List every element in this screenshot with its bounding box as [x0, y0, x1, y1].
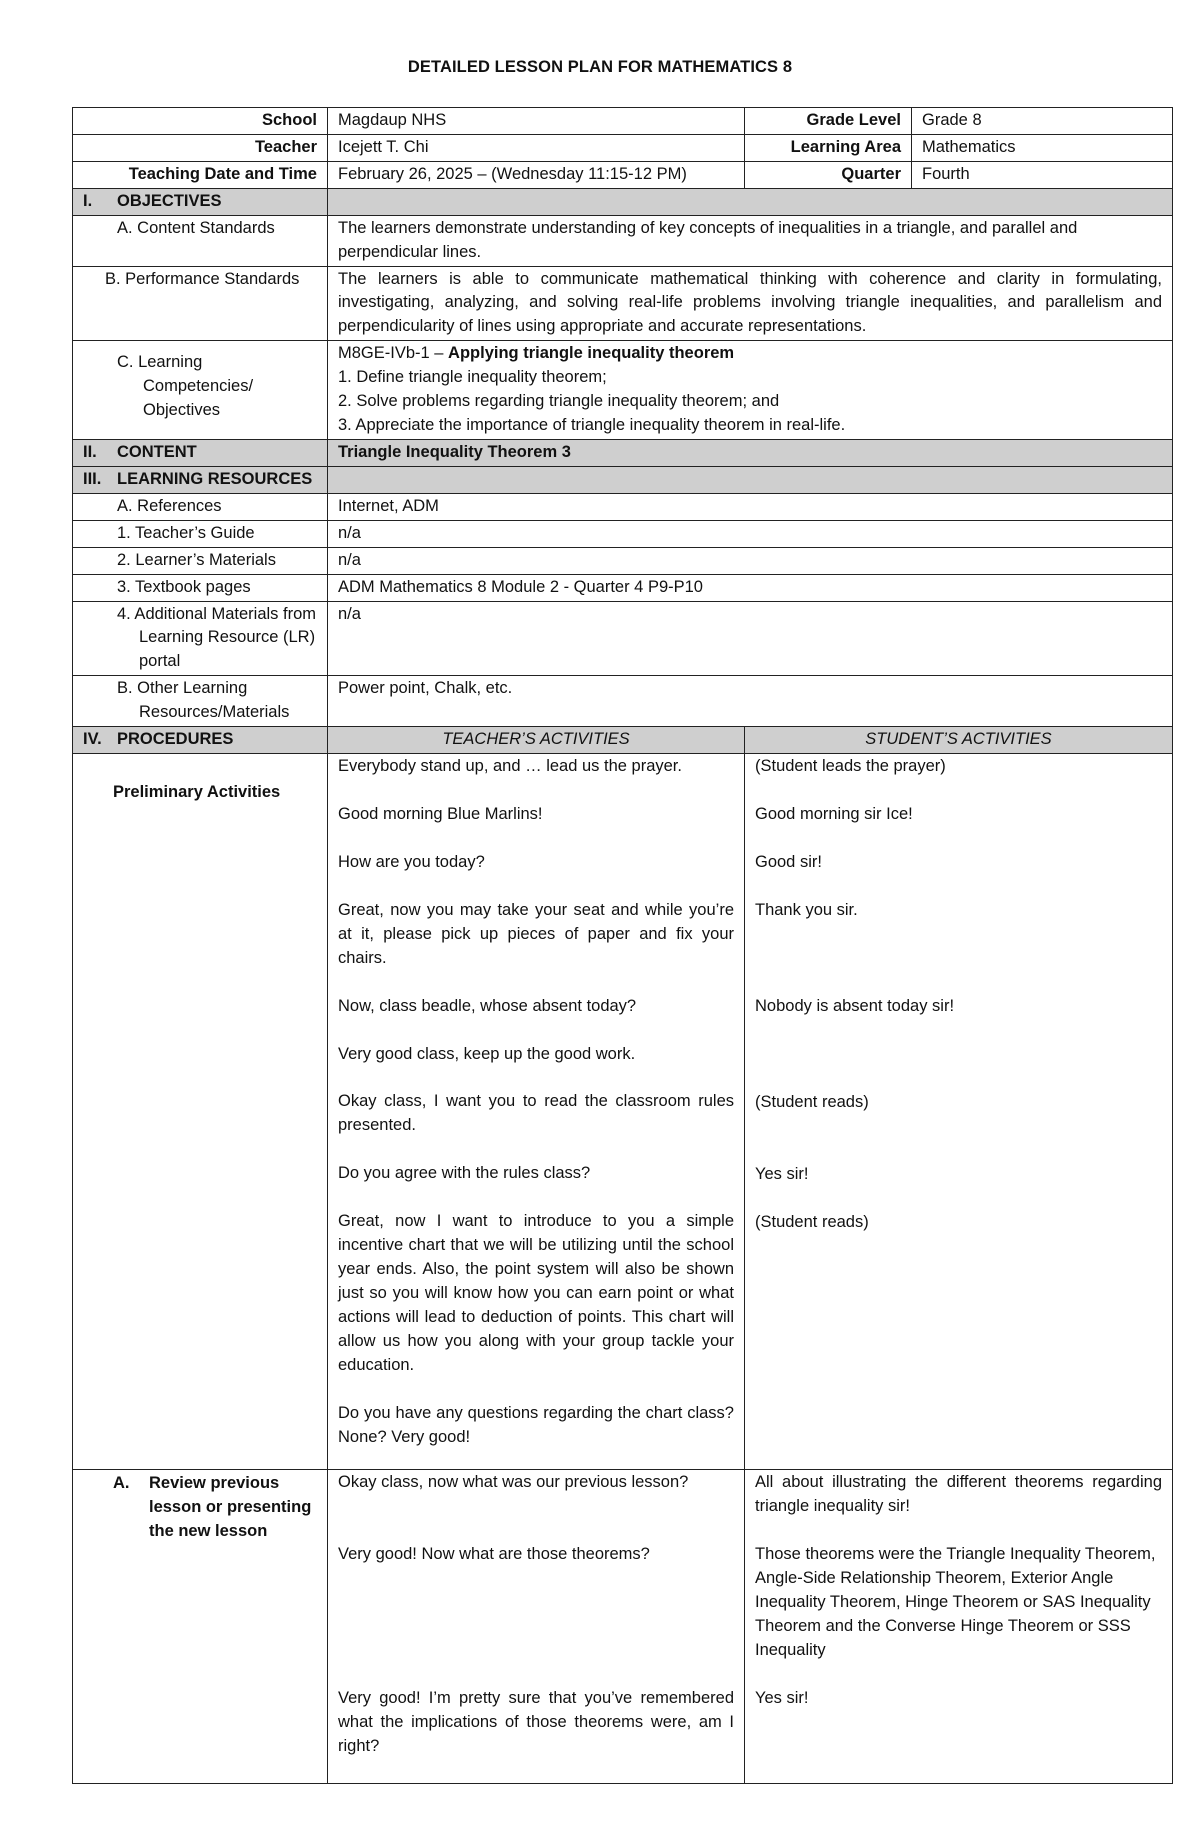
learning-area-value: Mathematics [912, 134, 1173, 161]
resource-label-other: B. Other Learning Resources/Materials [73, 676, 328, 727]
competency-title: Applying triangle inequality theorem [448, 344, 735, 363]
objectives-heading [73, 188, 328, 215]
review-letter: A. [113, 1474, 130, 1493]
performance-standards-row [73, 266, 1173, 341]
resource-value-other: Power point, Chalk, etc. [328, 676, 1173, 727]
content-standards-row [73, 215, 1173, 266]
content-heading-text: CONTENT [117, 442, 197, 461]
review-label [83, 1472, 317, 1544]
resource-row-teachers-guide [73, 520, 1173, 547]
content-standards-label: A. Content Standards [73, 215, 328, 266]
resource-row-references [73, 493, 1173, 520]
lesson-plan-table [72, 107, 1173, 1784]
resource-row-additional [73, 601, 1173, 676]
preliminary-activities-row [73, 754, 1173, 1470]
student-line: (Student reads) [755, 1092, 869, 1111]
resource-value-textbook: ADM Mathematics 8 Module 2 - Quarter 4 P9-P10 [328, 574, 1173, 601]
teacher-line: Okay class, now what was our previous lesson? [338, 1473, 689, 1492]
objective-item-3: 3. Appreciate the importance of triangle inequality theorem in real-life. [338, 416, 846, 435]
resource-label-textbook: 3. Textbook pages [73, 574, 328, 601]
resources-heading-text: LEARNING RESOURCES [117, 469, 313, 488]
procedures-heading [73, 727, 328, 754]
competencies-value [328, 341, 1173, 440]
procedures-heading-text: PROCEDURES [117, 730, 234, 749]
content-value: Triangle Inequality Theorem 3 [328, 439, 1173, 466]
preliminary-student-activities [745, 754, 1173, 1470]
teacher-row [73, 134, 1173, 161]
content-standards-value: The learners demonstrate understanding of key concepts of inequalities in a triangle, and parallel and perpendicular lines. [328, 215, 1173, 266]
objectives-section-row [73, 188, 1173, 215]
student-line: (Student leads the prayer) [755, 757, 946, 776]
objectives-heading-text: OBJECTIVES [117, 191, 222, 210]
quarter-value: Fourth [912, 161, 1173, 188]
date-value: February 26, 2025 – (Wednesday 11:15-12 PM) [328, 161, 745, 188]
teacher-line: Okay class, I want you to read the classroom rules presented. [338, 1092, 734, 1135]
performance-standards-label: B. Performance Standards [73, 266, 328, 341]
resource-value-teachers-guide: n/a [328, 520, 1173, 547]
resource-row-other [73, 676, 1173, 727]
objective-item-2: 2. Solve problems regarding triangle inequality theorem; and [338, 392, 780, 411]
teacher-line: Now, class beadle, whose absent today? [338, 996, 637, 1015]
teacher-line: Good morning Blue Marlins! [338, 804, 543, 823]
competency-code: M8GE-IVb-1 – [338, 344, 449, 363]
teacher-line: Great, now you may take your seat and while you’re at it, please pick up pieces of paper and fix your chairs. [338, 900, 734, 967]
document-title: DETAILED LESSON PLAN FOR MATHEMATICS 8 [407, 58, 793, 76]
student-line: Thank you sir. [755, 900, 858, 919]
student-line: Good sir! [755, 852, 822, 871]
student-line: Good morning sir Ice! [755, 804, 913, 823]
review-label-text: Review previous lesson or presenting the new lesson [149, 1474, 312, 1541]
quarter-label: Quarter [745, 161, 912, 188]
resources-section-row [73, 466, 1173, 493]
competencies-row [73, 341, 1173, 440]
resource-row-textbook [73, 574, 1173, 601]
school-value: Magdaup NHS [328, 108, 745, 135]
resource-value-additional: n/a [328, 601, 1173, 676]
preliminary-activities-label: Preliminary Activities [113, 783, 281, 802]
grade-level-value: Grade 8 [912, 108, 1173, 135]
resource-value-learners-materials: n/a [328, 547, 1173, 574]
resource-row-learners-materials [73, 547, 1173, 574]
resource-value-references: Internet, ADM [328, 493, 1173, 520]
procedures-section-row [73, 727, 1173, 754]
resources-roman: III. [83, 469, 102, 488]
content-section-row [73, 439, 1173, 466]
performance-standards-value: The learners is able to communicate mathematical thinking with coherence and clarity in formulating, investigating, analyzing, and solving real-life problems involving triangle inequalities, and parallelism and perpendicularity of lines using appropriate and accurate representations. [328, 266, 1173, 341]
competencies-label: C. Learning Competencies/ Objectives [73, 341, 328, 440]
resources-heading-filler [328, 466, 1173, 493]
preliminary-teacher-activities [328, 754, 745, 1470]
student-line: Those theorems were the Triangle Inequality Theorem, Angle-Side Relationship Theorem, Exterior Angle Inequality Theorem, Hinge Theorem or SAS Inequality Theorem and the Converse Hinge Theorem or SSS Inequality [755, 1545, 1156, 1660]
competency-heading [338, 342, 1162, 366]
teacher-line: Great, now I want to introduce to you a simple incentive chart that we will be utilizing until the school year ends. Also, the point system will also be shown just so you will know how you can earn point or what actions will lead to deduction of points. This chart will allow us how you along with your group tackle your education. [338, 1212, 734, 1374]
teacher-line: Do you have any questions regarding the chart class? None? Very good! [338, 1403, 734, 1446]
date-row [73, 161, 1173, 188]
teacher-line: Very good! I’m pretty sure that you’ve remembered what the implications of those theorems were, am I right? [338, 1689, 734, 1756]
student-line: All about illustrating the different theorems regarding triangle inequality sir! [755, 1473, 1162, 1516]
objectives-roman: I. [83, 191, 93, 210]
resources-heading [73, 466, 328, 493]
review-teacher-activities [328, 1470, 745, 1784]
teacher-line: Do you agree with the rules class? [338, 1164, 591, 1183]
learning-area-label: Learning Area [745, 134, 912, 161]
resource-label-additional: 4. Additional Materials from Learning Resource (LR) portal [73, 601, 328, 676]
teacher-line: Everybody stand up, and … lead us the prayer. [338, 757, 682, 776]
student-line: Yes sir! [755, 1688, 809, 1707]
resource-label-learners-materials: 2. Learner’s Materials [73, 547, 328, 574]
content-roman: II. [83, 442, 97, 461]
content-heading [73, 439, 328, 466]
objective-item-1: 1. Define triangle inequality theorem; [338, 368, 607, 387]
teacher-line: How are you today? [338, 852, 485, 871]
resource-label-teachers-guide: 1. Teacher’s Guide [73, 520, 328, 547]
school-label: School [73, 108, 328, 135]
student-activities-header: STUDENT’S ACTIVITIES [745, 727, 1173, 754]
resource-label-references: A. References [73, 493, 328, 520]
student-line: (Student reads) [755, 1212, 869, 1231]
teacher-activities-header: TEACHER’S ACTIVITIES [328, 727, 745, 754]
student-line: Nobody is absent today sir! [755, 996, 955, 1015]
teacher-line: Very good class, keep up the good work. [338, 1044, 636, 1063]
objectives-heading-filler [328, 188, 1173, 215]
review-label-cell [73, 1470, 328, 1784]
grade-level-label: Grade Level [745, 108, 912, 135]
preliminary-activities-label-cell [73, 754, 328, 1470]
teacher-line: Very good! Now what are those theorems? [338, 1545, 650, 1564]
review-row [73, 1470, 1173, 1784]
school-row [73, 108, 1173, 135]
teacher-label: Teacher [73, 134, 328, 161]
student-line: Yes sir! [755, 1164, 809, 1183]
teacher-value: Icejett T. Chi [328, 134, 745, 161]
review-student-activities [745, 1470, 1173, 1784]
procedures-roman: IV. [83, 730, 102, 749]
date-label: Teaching Date and Time [73, 161, 328, 188]
